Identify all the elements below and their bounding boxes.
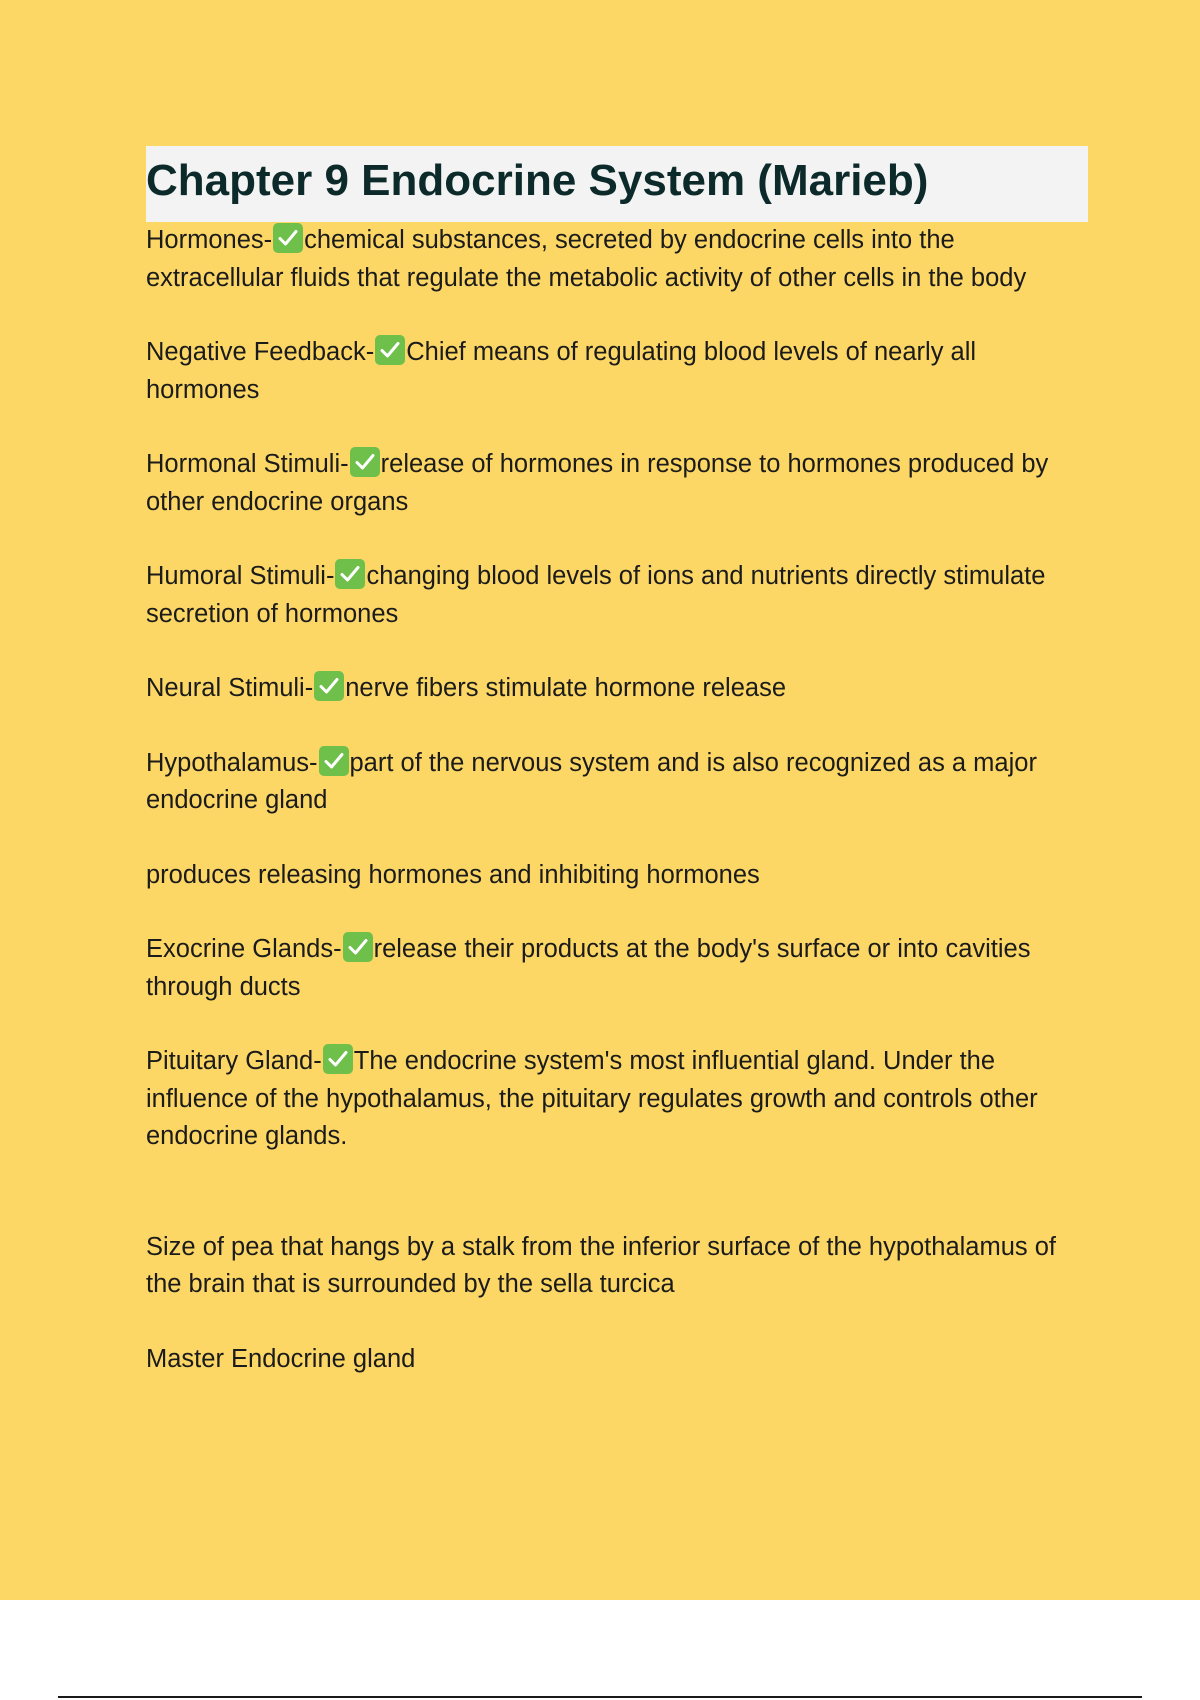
entry-term: Hypothalamus-	[146, 748, 318, 777]
entry-term: Exocrine Glands-	[146, 935, 342, 963]
flashcard-note-pea-size: Size of pea that hangs by a stalk from the inferior surface of the hypothalamus of the brain that is surrounded by the sella turcica	[146, 1232, 1057, 1298]
check-mark-icon	[319, 746, 349, 776]
flashcard-entry-pituitary-gland	[146, 1043, 1088, 1156]
flashcard-entry-hormones	[146, 222, 1088, 297]
check-mark-icon	[343, 932, 373, 962]
check-mark-icon	[375, 335, 405, 365]
entry-term: Neural Stimuli-	[146, 674, 314, 702]
entry-definition: release their products at the body's surface or into cavities through ducts	[146, 935, 1031, 1001]
flashcard-entry-neural-stimuli	[146, 670, 1088, 708]
entry-definition: Chief means of regulating blood levels of nearly all hormones	[146, 338, 977, 404]
flashcard-entry-hypothalamus	[146, 745, 1088, 820]
footer-divider	[58, 1696, 1142, 1698]
flashcard-entry-exocrine-glands	[146, 931, 1088, 1006]
page-title: Chapter 9 Endocrine System (Marieb)	[146, 156, 929, 205]
flashcard-note-master-gland: Master Endocrine gland	[146, 1344, 416, 1373]
entry-term: Hormonal Stimuli-	[146, 450, 349, 478]
entry-term: Hormones-	[146, 226, 273, 254]
entry-term: Negative Feedback-	[146, 338, 375, 366]
flashcard-entry-hormonal-stimuli	[146, 446, 1088, 521]
flashcard-entry-humoral-stimuli	[146, 558, 1088, 633]
check-mark-icon	[350, 447, 380, 477]
entry-definition: changing blood levels of ions and nutrients directly stimulate secretion of hormones	[146, 562, 1046, 628]
entry-definition: release of hormones in response to hormones produced by other endocrine organs	[146, 450, 1049, 516]
check-mark-icon	[314, 671, 344, 701]
entry-definition: chemical substances, secreted by endocrine cells into the extracellular fluids that regulate the metabolic activity of other cells in the body	[146, 226, 1027, 292]
flashcard-note-releasing-hormones: produces releasing hormones and inhibiting hormones	[146, 860, 760, 889]
entry-term: Humoral Stimuli-	[146, 562, 335, 590]
title-bar	[146, 146, 1088, 222]
check-mark-icon	[323, 1044, 353, 1074]
check-mark-icon	[335, 559, 365, 589]
flashcard-entry-negative-feedback	[146, 334, 1088, 409]
entry-term: Pituitary Gland-	[146, 1047, 322, 1075]
check-mark-icon	[273, 223, 303, 253]
document-content	[146, 146, 1088, 1378]
entry-definition: part of the nervous system and is also recognized as a major endocrine gland	[146, 748, 1037, 814]
entry-definition: nerve fibers stimulate hormone release	[345, 674, 787, 702]
entry-definition: The endocrine system's most influential gland. Under the influence of the hypothalamus, the pituitary regulates growth and controls other endocrine glands.	[146, 1047, 1038, 1150]
